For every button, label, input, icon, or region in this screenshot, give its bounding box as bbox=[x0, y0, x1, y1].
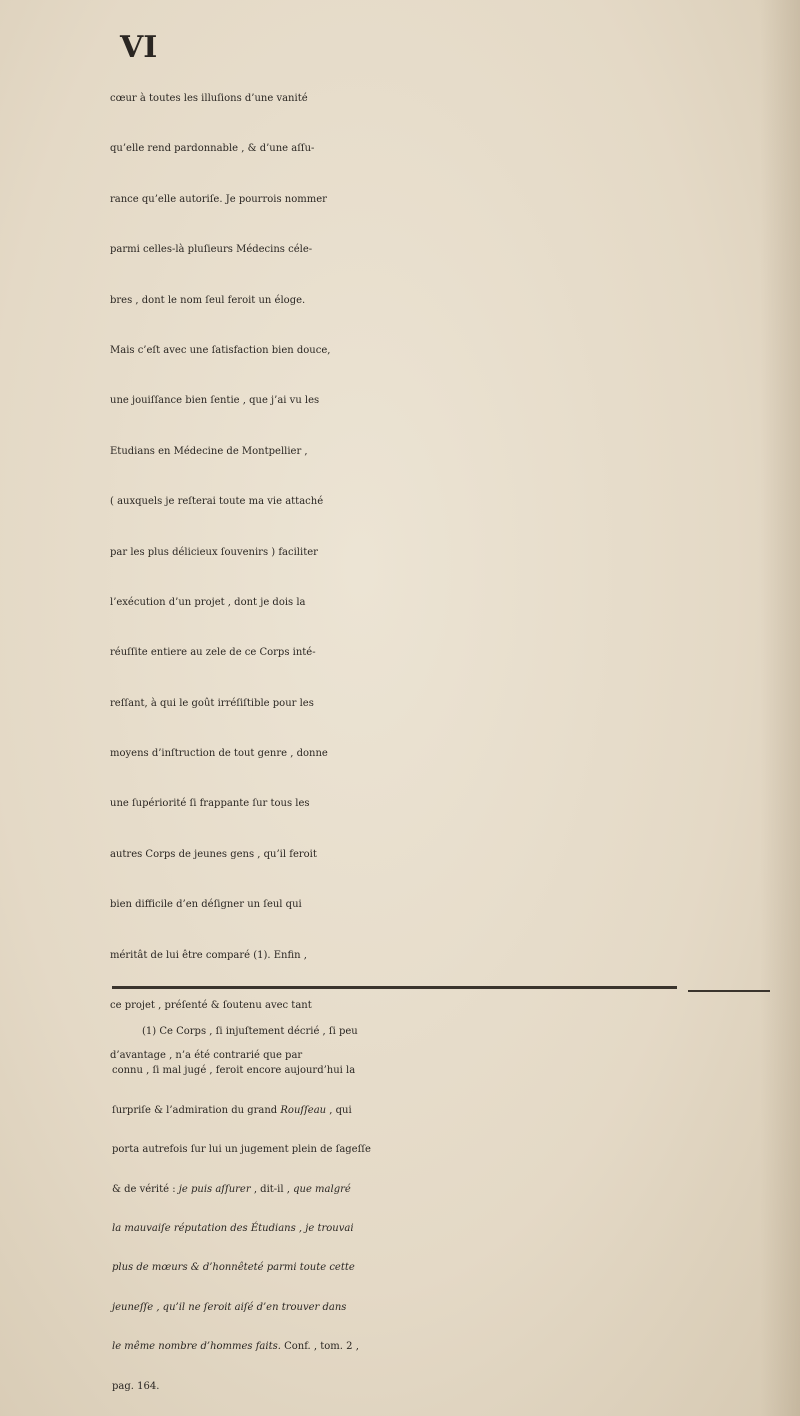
footnote-line bbox=[112, 1170, 792, 1209]
footnote-line bbox=[112, 1209, 792, 1248]
text-line: l’exécution d’un projet , dont je dois la bbox=[110, 596, 306, 608]
text-line: une jouiſſance bien ſentie , que j’ai vu les bbox=[110, 395, 320, 407]
text-line: parmi celles-là pluſieurs Médecins céle- bbox=[110, 244, 313, 256]
text-line: par les plus délicieux ſouvenirs ) faciliter bbox=[110, 546, 318, 558]
footnote-text: ſurpriſe & l’admiration du grand bbox=[112, 1104, 281, 1116]
italic-text: que malgré bbox=[293, 1183, 351, 1195]
footnote-text: pag. 164. bbox=[112, 1380, 160, 1392]
text-line: une ſupériorité ſi frappante ſur tous les bbox=[110, 798, 310, 810]
italic-text: le même nombre d’hommes faits. bbox=[112, 1341, 281, 1353]
italic-text: la mauvaiſe réputation des Étudians , je trouvai bbox=[112, 1222, 354, 1234]
text-line: méritât de lui être comparé (1). Enfin , bbox=[110, 949, 307, 961]
footnote-line bbox=[112, 1248, 792, 1287]
text-line: Mais c’eſt avec une ſatisfaction bien douce, bbox=[110, 344, 331, 356]
italic-text: Rouſſeau bbox=[280, 1104, 327, 1116]
footnote-separator-rule-short bbox=[688, 990, 770, 992]
signature-mark: VI bbox=[120, 30, 158, 65]
text-line: rance qu’elle autoriſe. Je pourrois nommer bbox=[110, 193, 327, 205]
footnote-line bbox=[112, 1288, 792, 1327]
text-line: ce projet , préſenté & ſoutenu avec tant bbox=[110, 1000, 312, 1012]
footnote-line bbox=[112, 1367, 792, 1406]
footnote-block bbox=[112, 1012, 792, 1406]
footnote-text: (1) Ce Corps , ſi injuſtement décrié , ſi peu bbox=[142, 1026, 358, 1037]
text-line: réuſſite entiere au zele de ce Corps inté- bbox=[110, 647, 316, 659]
text-line: cœur à toutes les illuſions d’une vanité bbox=[110, 93, 308, 104]
footnote-line bbox=[112, 1012, 792, 1051]
text-line: reſſant, à qui le goût irréſiſtible pour les bbox=[110, 697, 314, 709]
footnote-line bbox=[112, 1327, 792, 1366]
text-line: d’avantage , n’a été contrarié que par bbox=[110, 1050, 303, 1062]
footnote-text: Conf. , tom. 2 , bbox=[280, 1341, 359, 1353]
footnote-text: connu , ſi mal jugé , feroit encore aujourd’hui la bbox=[112, 1065, 356, 1077]
footnote-text: , dit-il , bbox=[250, 1183, 294, 1195]
text-line: Etudians en Médecine de Montpellier , bbox=[110, 445, 308, 457]
italic-text: plus de mœurs & d’honnêteté parmi toute cette bbox=[112, 1262, 355, 1274]
italic-text: jeuneſſe , qu’il ne ſeroit aiſé d’en trouver dans bbox=[112, 1301, 347, 1313]
footnote-text: porta autrefois ſur lui un jugement plein de ſageſſe bbox=[112, 1144, 371, 1156]
footnote-line bbox=[112, 1051, 792, 1090]
text-line: moyens d’inſtruction de tout genre , donne bbox=[110, 748, 328, 760]
text-line: bien difficile d’en déſigner un ſeul qui bbox=[110, 899, 302, 911]
footnote-line bbox=[112, 1130, 792, 1169]
text-line: qu’elle rend pardonnable , & d’une aſſu- bbox=[110, 143, 315, 155]
footnote-text: , qui bbox=[326, 1104, 352, 1116]
text-line: autres Corps de jeunes gens , qu’il feroit bbox=[110, 848, 317, 860]
footnote-line bbox=[112, 1091, 792, 1130]
footnote-text: & de vérité : bbox=[112, 1183, 179, 1195]
main-text-block bbox=[110, 74, 800, 1082]
text-line: bres , dont le nom ſeul feroit un éloge. bbox=[110, 294, 306, 306]
text-line: ( auxquels je reſterai toute ma vie attaché bbox=[110, 496, 324, 508]
footnote-separator-rule bbox=[112, 986, 677, 989]
italic-text: je puis aſſurer bbox=[178, 1183, 251, 1195]
